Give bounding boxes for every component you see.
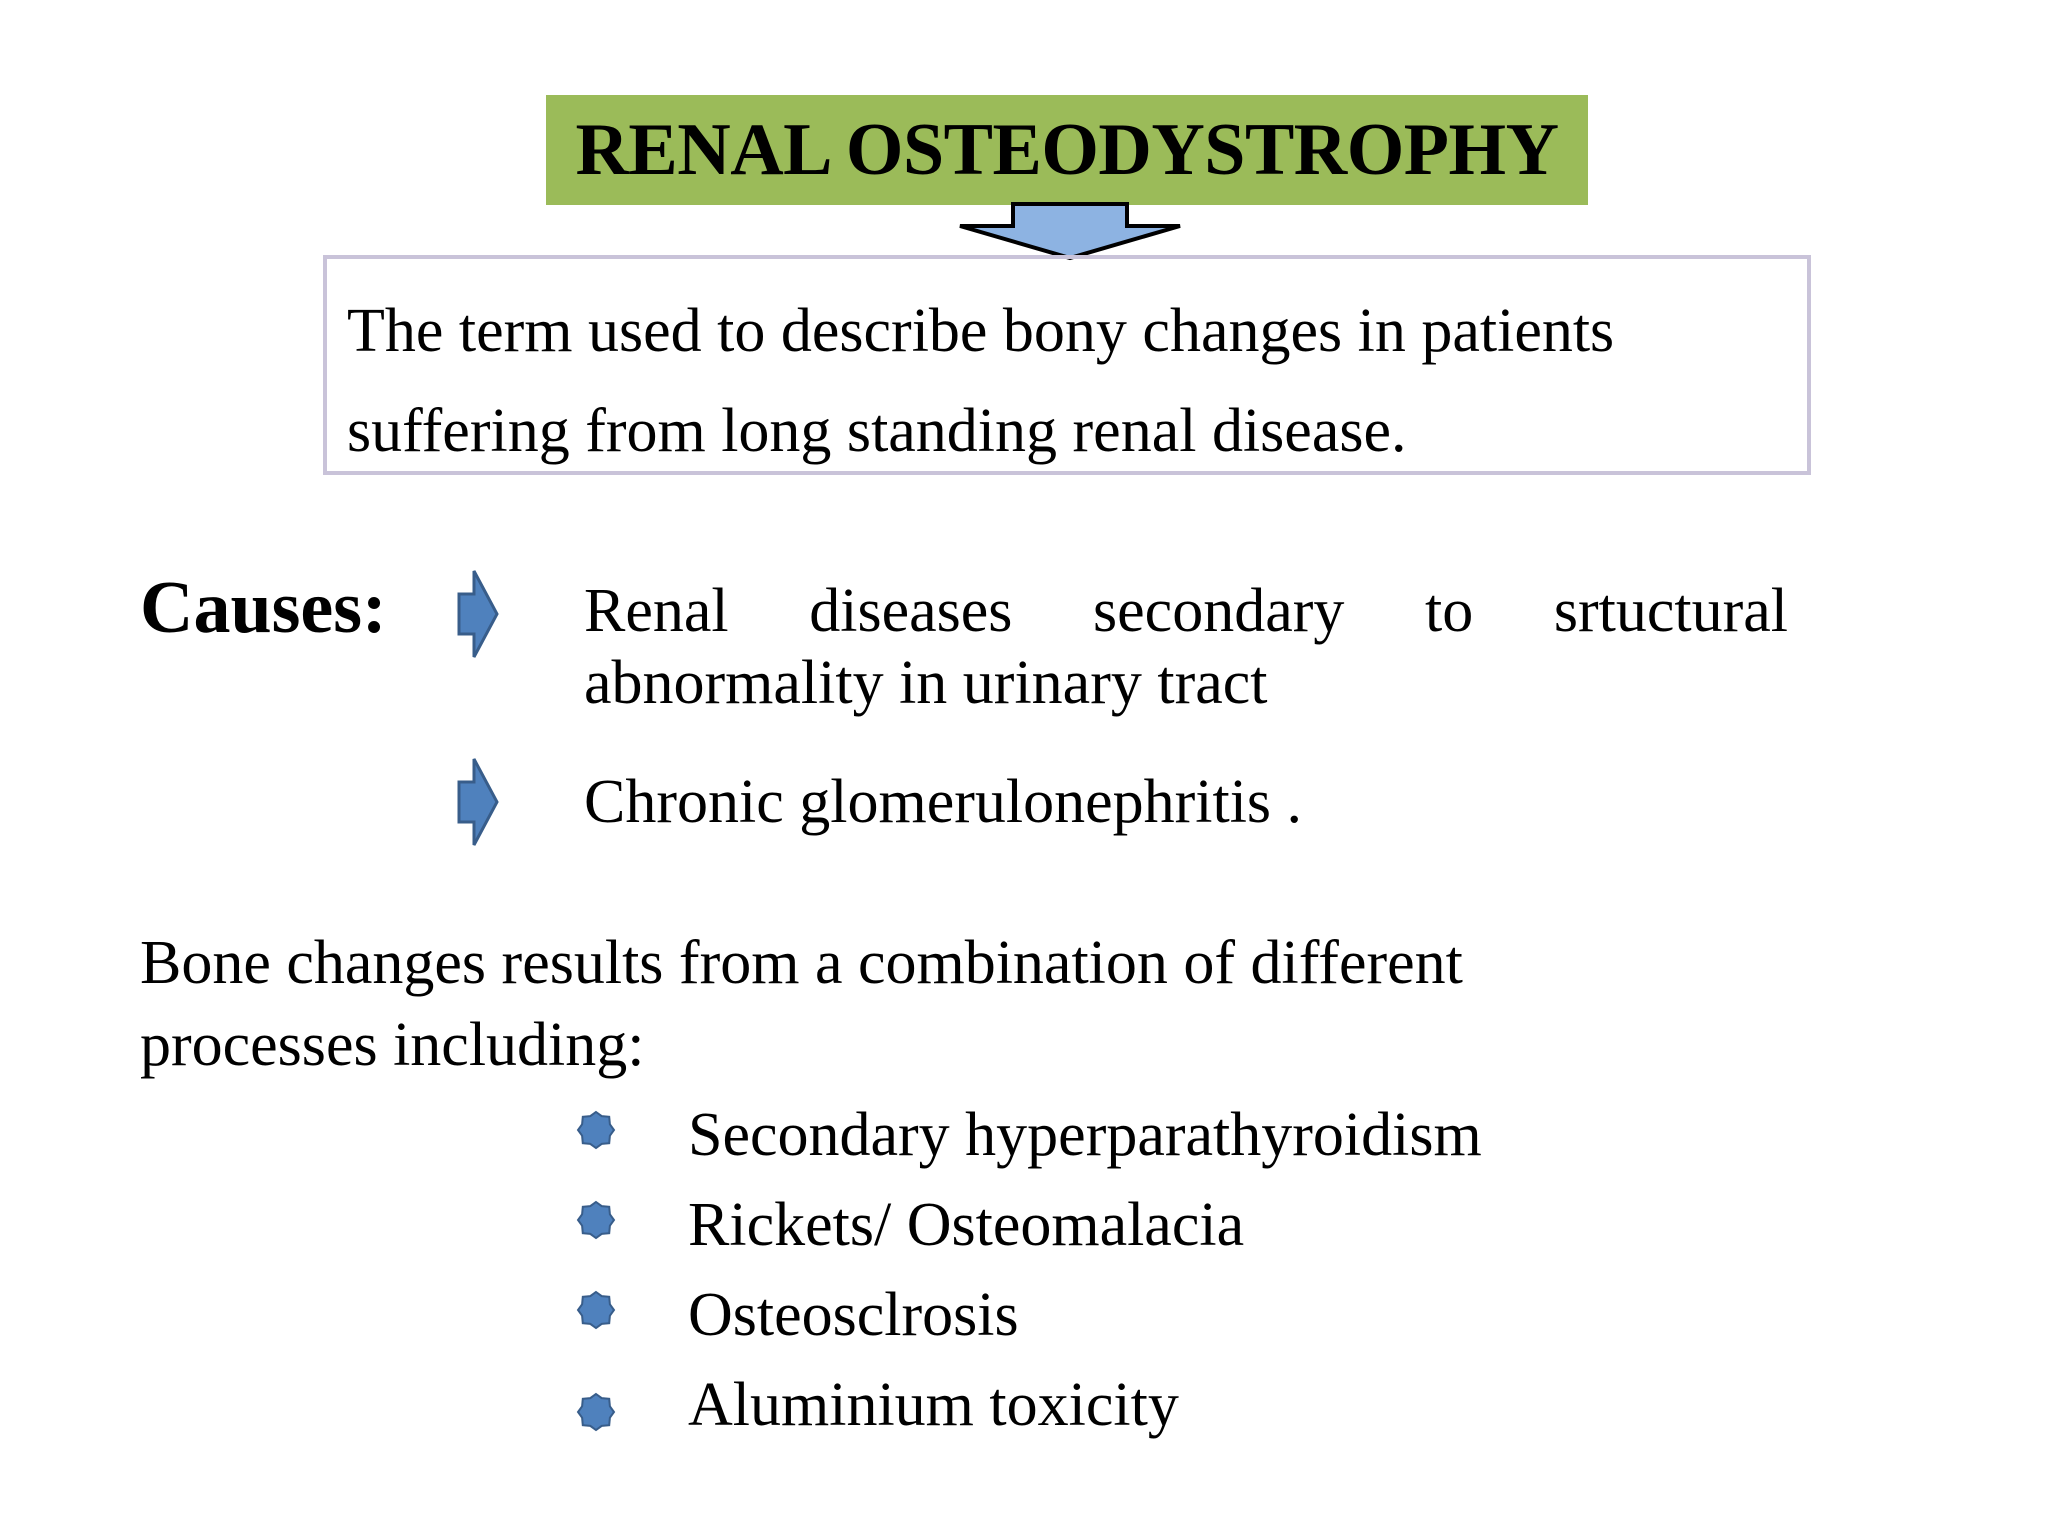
process-label: Osteosclrosis bbox=[688, 1281, 1019, 1349]
process-item-2 bbox=[576, 1190, 1676, 1270]
process-item-1 bbox=[576, 1100, 1676, 1180]
right-arrow-icon bbox=[456, 568, 500, 660]
cause-item-2 bbox=[584, 766, 1788, 838]
star-icon bbox=[576, 1392, 616, 1432]
process-label: Aluminium toxicity bbox=[688, 1371, 1179, 1439]
star-shape bbox=[578, 1202, 614, 1238]
right-arrow-icon bbox=[456, 756, 500, 848]
title-banner bbox=[546, 95, 1588, 205]
cause-item-text: Renal diseases secondary to srtuctural abnormality in urinary tract bbox=[584, 577, 1788, 717]
star-shape bbox=[578, 1394, 614, 1430]
star-icon bbox=[576, 1200, 616, 1240]
down-arrow-icon bbox=[955, 202, 1185, 262]
star-icon bbox=[576, 1290, 616, 1330]
cause-arrow-shape bbox=[459, 571, 497, 657]
down-arrow-shape bbox=[960, 204, 1180, 258]
processes-intro: Bone changes results from a combination of different processes including: bbox=[140, 929, 1463, 1079]
process-item-4 bbox=[576, 1370, 1676, 1450]
star-icon bbox=[576, 1110, 616, 1150]
causes-label: Causes: bbox=[140, 567, 387, 649]
cause-item-text: Chronic glomerulonephritis . bbox=[584, 768, 1303, 836]
slide-title: RENAL OSTEODYSTROPHY bbox=[575, 108, 1559, 191]
star-shape bbox=[578, 1292, 614, 1328]
definition-box bbox=[323, 255, 1811, 475]
definition-text: The term used to describe bony changes in patients suffering from long standing renal disease. bbox=[347, 297, 1615, 465]
star-shape bbox=[578, 1112, 614, 1148]
cause-item-1 bbox=[584, 575, 1788, 719]
cause-arrow-shape bbox=[459, 759, 497, 845]
process-label: Rickets/ Osteomalacia bbox=[688, 1191, 1245, 1259]
process-label: Secondary hyperparathyroidism bbox=[688, 1101, 1482, 1169]
process-item-3 bbox=[576, 1280, 1676, 1360]
